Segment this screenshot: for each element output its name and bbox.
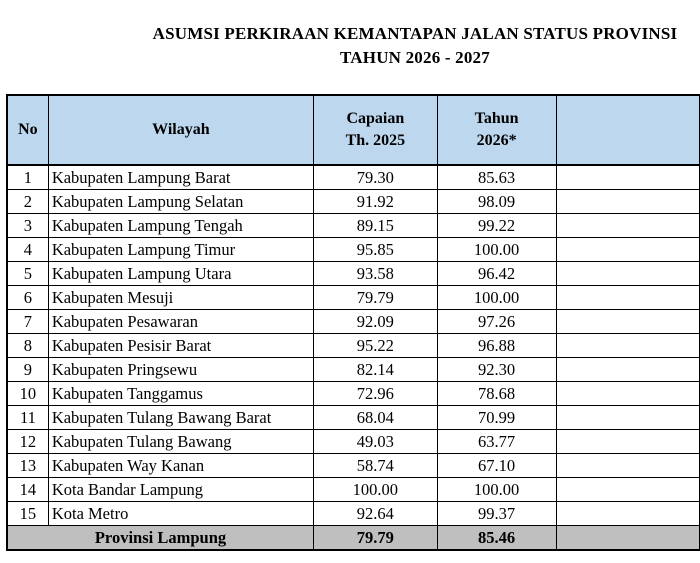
cell-no: 6 xyxy=(7,286,48,310)
cell-cut-off xyxy=(556,262,700,286)
table-row xyxy=(7,478,700,502)
cell-no: 14 xyxy=(7,478,48,502)
cell-no: 3 xyxy=(7,214,48,238)
cell-capaian: 82.14 xyxy=(313,358,437,382)
cell-no: 13 xyxy=(7,454,48,478)
cell-no: 12 xyxy=(7,430,48,454)
header-capaian-line2: Th. 2025 xyxy=(345,132,406,149)
cell-cut-off xyxy=(556,430,700,454)
table-row xyxy=(7,502,700,526)
cell-cut-off xyxy=(556,190,700,214)
cell-tahun: 67.10 xyxy=(437,454,556,478)
cell-cut-off xyxy=(556,214,700,238)
cell-wilayah: Kabupaten Mesuji xyxy=(48,286,313,310)
table-row xyxy=(7,454,700,478)
total-capaian: 79.79 xyxy=(313,526,437,551)
cell-tahun: 70.99 xyxy=(437,406,556,430)
cell-capaian: 91.92 xyxy=(313,190,437,214)
cell-cut-off xyxy=(556,334,700,358)
cell-tahun: 98.09 xyxy=(437,190,556,214)
header-no: No xyxy=(7,95,48,165)
cell-wilayah: Kabupaten Pringsewu xyxy=(48,358,313,382)
cell-tahun: 85.63 xyxy=(437,165,556,190)
cell-capaian: 95.85 xyxy=(313,238,437,262)
table-row xyxy=(7,262,700,286)
table-row xyxy=(7,214,700,238)
table-row xyxy=(7,358,700,382)
cell-wilayah: Kabupaten Lampung Utara xyxy=(48,262,313,286)
cell-tahun: 99.37 xyxy=(437,502,556,526)
total-cut-off xyxy=(556,526,700,551)
cell-tahun: 100.00 xyxy=(437,478,556,502)
cell-tahun: 99.22 xyxy=(437,214,556,238)
cell-tahun: 96.88 xyxy=(437,334,556,358)
cell-wilayah: Kabupaten Tulang Bawang Barat xyxy=(48,406,313,430)
cell-wilayah: Kabupaten Lampung Timur xyxy=(48,238,313,262)
cell-no: 9 xyxy=(7,358,48,382)
cell-wilayah: Kabupaten Tanggamus xyxy=(48,382,313,406)
cell-wilayah: Kabupaten Lampung Selatan xyxy=(48,190,313,214)
kemantapan-table-container xyxy=(6,94,700,551)
cell-capaian: 100.00 xyxy=(313,478,437,502)
cell-capaian: 72.96 xyxy=(313,382,437,406)
cell-wilayah: Kabupaten Tulang Bawang xyxy=(48,430,313,454)
table-row xyxy=(7,430,700,454)
cell-tahun: 78.68 xyxy=(437,382,556,406)
header-cut-off-column xyxy=(556,95,700,165)
cell-tahun: 92.30 xyxy=(437,358,556,382)
cell-no: 5 xyxy=(7,262,48,286)
header-tahun-line2: 2026* xyxy=(476,132,517,149)
total-tahun: 85.46 xyxy=(437,526,556,551)
table-row xyxy=(7,238,700,262)
table-body xyxy=(7,165,700,550)
total-row xyxy=(7,526,700,551)
table-row xyxy=(7,190,700,214)
table-row xyxy=(7,286,700,310)
table-row xyxy=(7,334,700,358)
cell-capaian: 95.22 xyxy=(313,334,437,358)
title-line-1: ASUMSI PERKIRAAN KEMANTAPAN JALAN STATUS PROVINSI xyxy=(152,24,678,43)
cell-wilayah: Kabupaten Way Kanan xyxy=(48,454,313,478)
cell-capaian: 49.03 xyxy=(313,430,437,454)
table-row xyxy=(7,406,700,430)
cell-capaian: 79.79 xyxy=(313,286,437,310)
cell-cut-off xyxy=(556,310,700,334)
cell-wilayah: Kabupaten Lampung Tengah xyxy=(48,214,313,238)
cell-tahun: 96.42 xyxy=(437,262,556,286)
header-tahun xyxy=(437,95,556,165)
table-row xyxy=(7,382,700,406)
title-line-2: TAHUN 2026 - 2027 xyxy=(340,48,490,67)
cell-cut-off xyxy=(556,502,700,526)
cell-capaian: 93.58 xyxy=(313,262,437,286)
cell-no: 10 xyxy=(7,382,48,406)
cell-wilayah: Kota Bandar Lampung xyxy=(48,478,313,502)
cell-no: 11 xyxy=(7,406,48,430)
header-tahun-line1: Tahun xyxy=(474,110,519,127)
cell-no: 15 xyxy=(7,502,48,526)
cell-cut-off xyxy=(556,382,700,406)
cell-capaian: 89.15 xyxy=(313,214,437,238)
cell-capaian: 79.30 xyxy=(313,165,437,190)
cell-no: 1 xyxy=(7,165,48,190)
cell-wilayah: Kabupaten Lampung Barat xyxy=(48,165,313,190)
cell-capaian: 58.74 xyxy=(313,454,437,478)
cell-tahun: 100.00 xyxy=(437,238,556,262)
kemantapan-table xyxy=(6,94,700,551)
cell-tahun: 63.77 xyxy=(437,430,556,454)
cell-wilayah: Kabupaten Pesawaran xyxy=(48,310,313,334)
cell-cut-off xyxy=(556,358,700,382)
cell-capaian: 92.09 xyxy=(313,310,437,334)
document-title xyxy=(0,22,700,70)
table-row xyxy=(7,165,700,190)
cell-no: 4 xyxy=(7,238,48,262)
cell-wilayah: Kabupaten Pesisir Barat xyxy=(48,334,313,358)
cell-tahun: 100.00 xyxy=(437,286,556,310)
cell-cut-off xyxy=(556,478,700,502)
cell-cut-off xyxy=(556,165,700,190)
table-row xyxy=(7,310,700,334)
table-header-row xyxy=(7,95,700,165)
cell-cut-off xyxy=(556,406,700,430)
cell-no: 8 xyxy=(7,334,48,358)
header-capaian-line1: Capaian xyxy=(346,110,405,127)
cell-wilayah: Kota Metro xyxy=(48,502,313,526)
cell-cut-off xyxy=(556,238,700,262)
cell-capaian: 68.04 xyxy=(313,406,437,430)
header-capaian xyxy=(313,95,437,165)
cell-cut-off xyxy=(556,286,700,310)
cell-no: 7 xyxy=(7,310,48,334)
header-wilayah: Wilayah xyxy=(48,95,313,165)
cell-tahun: 97.26 xyxy=(437,310,556,334)
total-label: Provinsi Lampung xyxy=(7,526,313,551)
cell-capaian: 92.64 xyxy=(313,502,437,526)
cell-no: 2 xyxy=(7,190,48,214)
cell-cut-off xyxy=(556,454,700,478)
